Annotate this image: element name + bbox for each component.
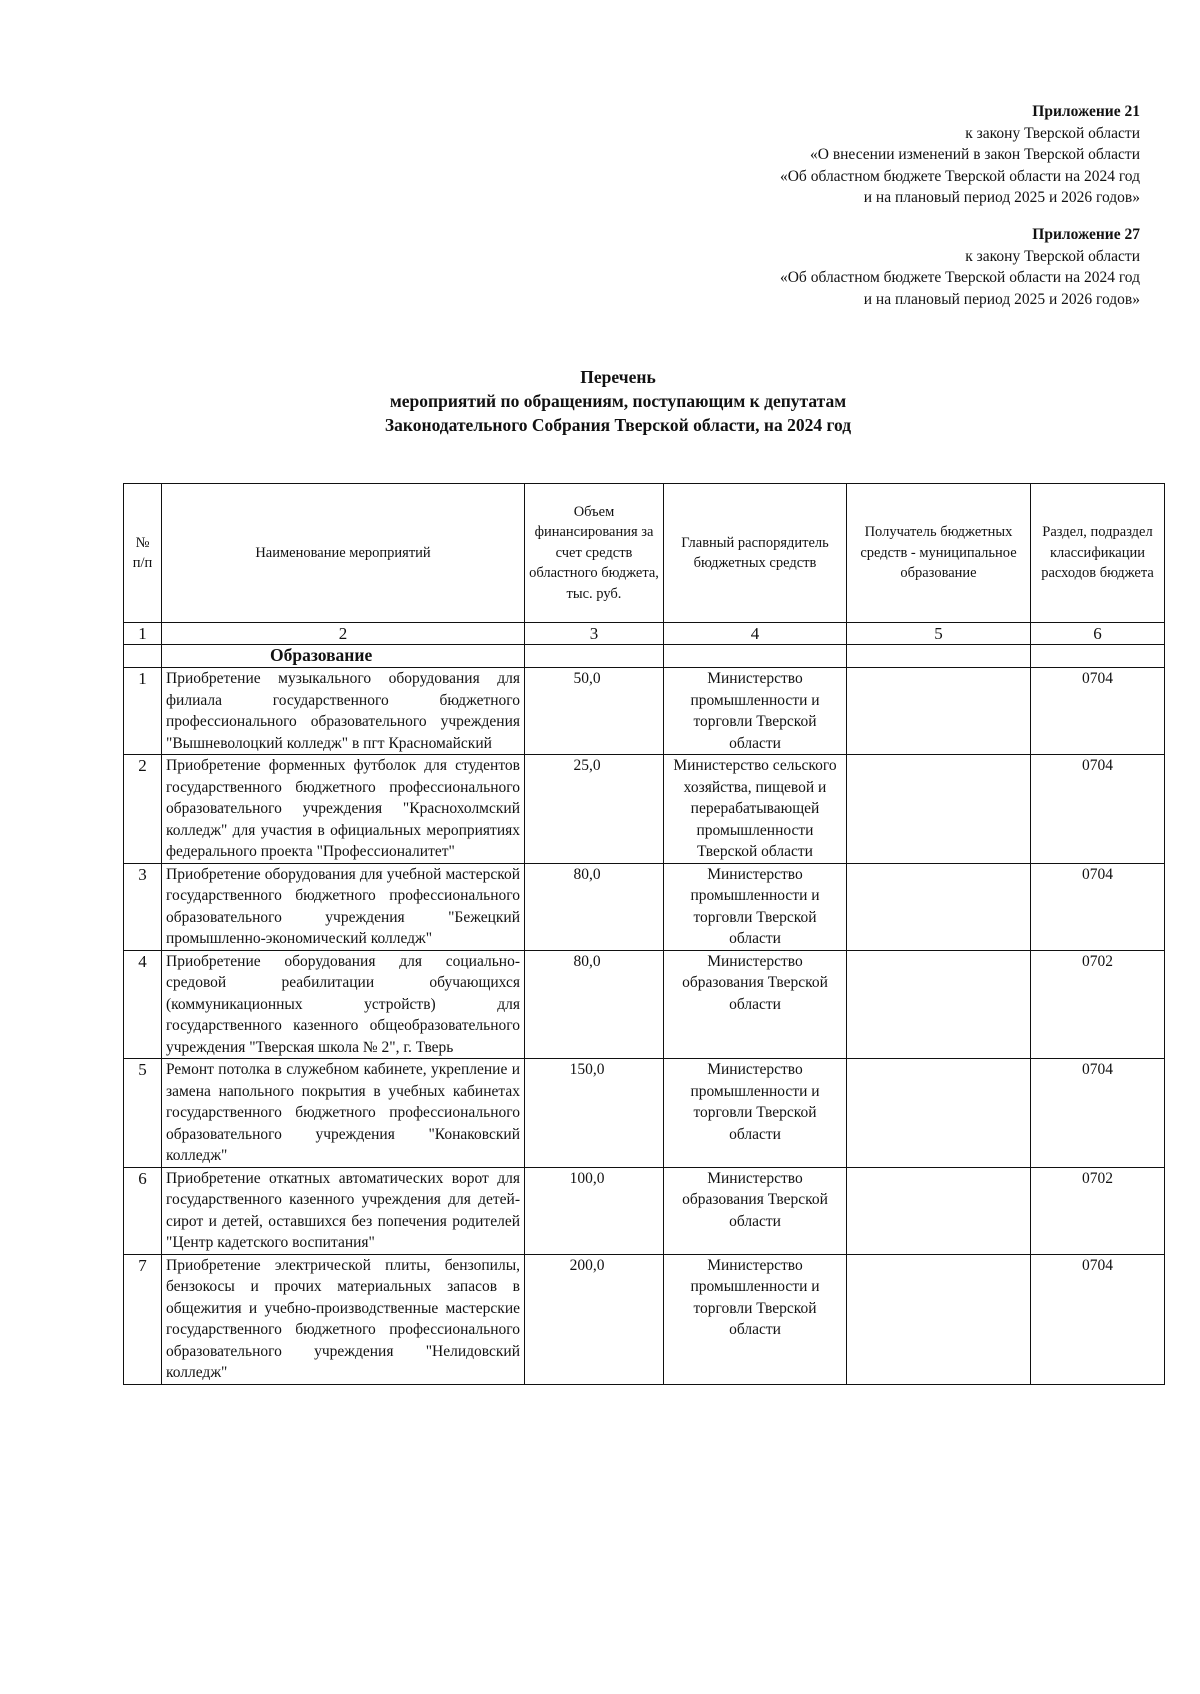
section-title: Образование [162,645,525,668]
appendix-line: и на плановый период 2025 и 2026 годов» [863,189,1140,206]
header-cell: Объем финансирования за счет средств областного бюджета, тыс. руб. [525,484,664,623]
row-number: 1 [124,668,162,755]
classification-code: 0702 [1031,950,1165,1059]
appendix-line: и на плановый период 2025 и 2026 годов» [863,290,1140,308]
table-row [124,950,1165,1059]
measure-name: Приобретение оборудования для социально-средовой реабилитации обучающихся (коммуникационных устройств) для государственного казенного общеобразовательного учреждения "Тверская школа № 2", г. Тверь [162,950,525,1059]
budget-recipient [847,863,1031,950]
appendix-27 [780,224,1140,310]
budget-recipient [847,1167,1031,1254]
appendix-21 [780,101,1140,209]
classification-code: 0704 [1031,668,1165,755]
funding-amount: 50,0 [525,668,664,755]
row-number: 2 [124,755,162,864]
row-number: 5 [124,1059,162,1168]
table-row [124,668,1165,755]
budget-recipient [847,950,1031,1059]
row-number: 3 [124,863,162,950]
budget-recipient [847,668,1031,755]
classification-code: 0704 [1031,1254,1165,1384]
budget-recipient [847,1254,1031,1384]
funding-amount: 80,0 [525,863,664,950]
column-number: 4 [664,623,847,645]
header-row [124,484,1165,623]
column-number-row [124,623,1165,645]
budget-recipient [847,755,1031,864]
classification-code: 0704 [1031,863,1165,950]
header-cell: Главный распорядитель бюджетных средств [664,484,847,623]
funding-amount: 80,0 [525,950,664,1059]
classification-code: 0704 [1031,755,1165,864]
classification-code: 0702 [1031,1167,1165,1254]
funding-amount: 25,0 [525,755,664,864]
budget-recipient [847,1059,1031,1168]
appendix-heading: Приложение 21 [1032,103,1140,120]
appendix-line: к закону Тверской области [965,247,1140,265]
budget-distributor: Министерство промышленности и торговли Тверской области [664,668,847,755]
classification-code: 0704 [1031,1059,1165,1168]
budget-distributor: Министерство промышленности и торговли Тверской области [664,1059,847,1168]
table-row [124,1167,1165,1254]
title-line: мероприятий по обращениям, поступающим к депутатам [389,391,847,411]
appendix-line: «О внесении изменений в закон Тверской области [810,146,1140,163]
row-number: 4 [124,950,162,1059]
empty-cell [847,645,1031,668]
title-line: Законодательного Собрания Тверской области, на 2024 год [384,415,852,435]
header-cell: № п/п [124,484,162,623]
funding-amount: 100,0 [525,1167,664,1254]
empty-cell [124,645,162,668]
budget-distributor: Министерство сельского хозяйства, пищевой и перерабатывающей промышленности Тверской области [664,755,847,864]
budget-distributor: Министерство образования Тверской области [664,1167,847,1254]
measure-name: Приобретение форменных футболок для студентов государственного бюджетного профессионального образовательного учреждения "Краснохолмский колледж" для участия в официальных мероприятиях федерального проекта "Профессионалитет" [162,755,525,864]
row-number: 6 [124,1167,162,1254]
appendix-line: к закону Тверской области [965,124,1140,142]
funding-amount: 200,0 [525,1254,664,1384]
table-row [124,863,1165,950]
measure-name: Приобретение электрической плиты, бензопилы, бензокосы и прочих материальных запасов в общежития и учебно-производственные мастерские государственного бюджетного профессионального образовательного учреждения "Нелидовский колледж" [162,1254,525,1384]
measure-name: Приобретение оборудования для учебной мастерской государственного бюджетного профессионального образовательного учреждения "Бежецкий промышленно-экономический колледж" [162,863,525,950]
table-row [124,1254,1165,1384]
appendix-line: «Об областном бюджете Тверской области на 2024 год [779,269,1140,286]
empty-cell [1031,645,1165,668]
measures-table [123,483,1165,1385]
section-row [124,645,1165,668]
header-cell: Наименование мероприятий [162,484,525,623]
column-number: 5 [847,623,1031,645]
empty-cell [525,645,664,668]
empty-cell [664,645,847,668]
budget-distributor: Министерство образования Тверской области [664,950,847,1059]
appendix-heading: Приложение 27 [1032,226,1140,243]
budget-distributor: Министерство промышленности и торговли Тверской области [664,863,847,950]
measure-name: Приобретение откатных автоматических ворот для государственного казенного учреждения для детей-сирот и детей, оставшихся без попечения родителей "Центр кадетского воспитания" [162,1167,525,1254]
measure-name: Ремонт потолка в служебном кабинете, укрепление и замена напольного покрытия в учебных кабинетах государственного бюджетного профессионального образовательного учреждения "Конаковский колледж" [162,1059,525,1168]
document-title [0,365,1200,437]
column-number: 2 [162,623,525,645]
measure-name: Приобретение музыкального оборудования для филиала государственного бюджетного профессионального образовательного учреждения "Вышневолоцкий колледж" в пгт Красномайский [162,668,525,755]
appendix-line: «Об областном бюджете Тверской области на 2024 год [779,167,1140,185]
column-number: 6 [1031,623,1165,645]
header-cell: Получатель бюджетных средств - муниципальное образование [847,484,1031,623]
funding-amount: 150,0 [525,1059,664,1168]
budget-distributor: Министерство промышленности и торговли Тверской области [664,1254,847,1384]
column-number: 3 [525,623,664,645]
column-number: 1 [124,623,162,645]
table-row [124,755,1165,864]
table-row [124,1059,1165,1168]
header-cell: Раздел, подраздел классификации расходов бюджета [1031,484,1165,623]
row-number: 7 [124,1254,162,1384]
title-line: Перечень [580,367,656,387]
